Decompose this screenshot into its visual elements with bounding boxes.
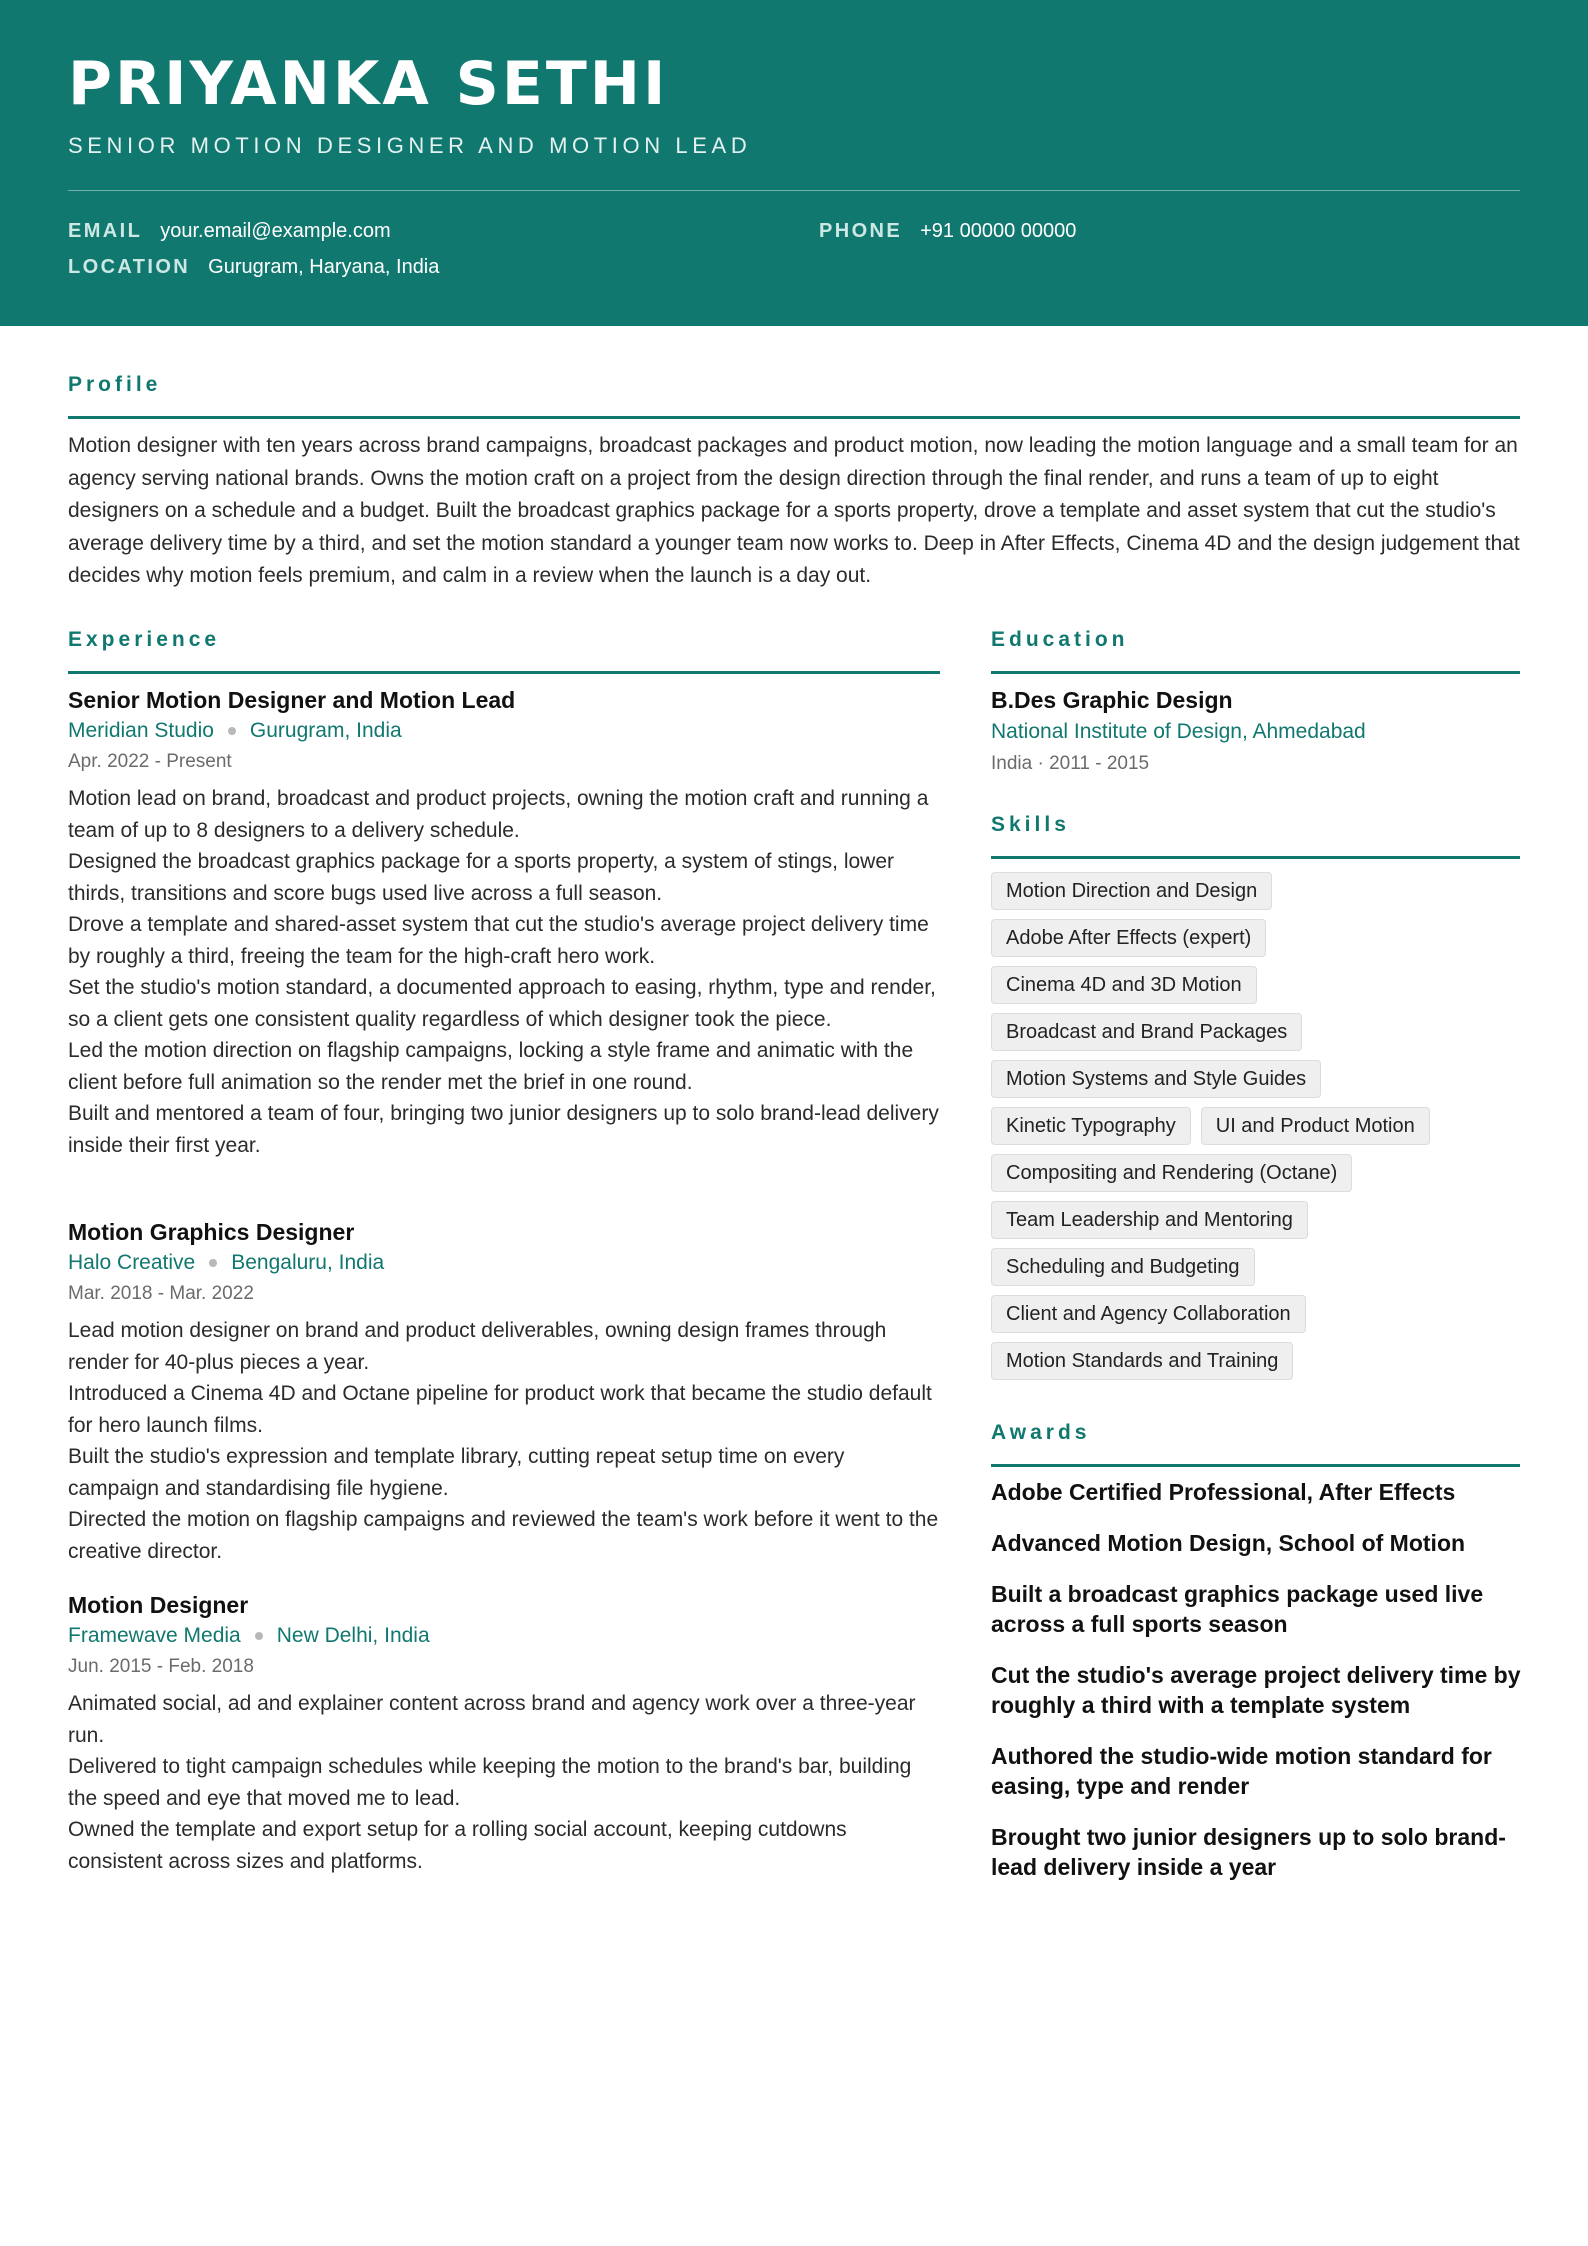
job-bullets [68,783,940,1161]
experience-heading [68,625,940,674]
candidate-tagline: SENIOR MOTION DESIGNER AND MOTION LEAD [68,133,752,158]
contact-phone [819,217,1076,245]
job-meta [68,715,940,747]
award-item: Authored the studio-wide motion standard for easing, type and render [991,1743,1492,1799]
skill-chip: Cinema 4D and 3D Motion [991,966,1257,1004]
job-title: Motion Designer [68,1592,249,1618]
separator-dot-icon [209,1259,217,1267]
skill-chip: Client and Agency Collaboration [991,1295,1306,1333]
job-dates: Jun. 2015 - Feb. 2018 [68,1656,254,1677]
skill-chip: Compositing and Rendering (Octane) [991,1154,1352,1192]
job-bullets [68,1315,940,1567]
job-title: Motion Graphics Designer [68,1219,355,1245]
job-title: Senior Motion Designer and Motion Lead [68,687,516,713]
award-item: Cut the studio's average project delivery time by roughly a third with a template system [991,1662,1521,1718]
location-label: LOCATION [68,256,191,278]
candidate-name: PRIYANKA SETHI [68,49,669,119]
awards-heading [991,1418,1520,1467]
resume-header [0,0,1588,326]
job-bullet: Built and mentored a team of four, bringing two junior designers up to solo brand-lead delivery inside their first year. [68,1102,939,1157]
skill-chip: Motion Systems and Style Guides [991,1060,1321,1098]
separator-dot-icon [228,727,236,735]
job-bullet: Owned the template and export setup for a rolling social account, keeping cutdowns consistent across sizes and platforms. [68,1818,847,1873]
job-bullet: Led the motion direction on flagship campaigns, locking a style frame and animatic with the client before full animation so the render met the brief in one round. [68,1039,914,1094]
skills-heading [991,810,1520,859]
job-bullet: Built the studio's expression and template library, cutting repeat setup time on every campaign and standardising file hygiene. [68,1445,845,1500]
job-bullet: Set the studio's motion standard, a documented approach to easing, rhythm, type and render, so a client gets one consistent quality regardless of which designer took the piece. [68,976,936,1031]
education-heading [991,625,1520,674]
job-entry [68,685,940,1161]
email-label: EMAIL [68,220,143,242]
job-bullet: Introduced a Cinema 4D and Octane pipeline for product work that became the studio default for hero launch films. [68,1382,932,1437]
job-company: Halo Creative [68,1251,196,1274]
skill-chip: Scheduling and Budgeting [991,1248,1255,1286]
job-bullet: Directed the motion on flagship campaigns and reviewed the team's work before it went to the creative director. [68,1508,939,1563]
location-value: Gurugram, Haryana, India [208,256,440,278]
skill-chip: UI and Product Motion [1201,1107,1430,1145]
education-school: National Institute of Design, Ahmedabad [991,720,1366,743]
job-bullet: Animated social, ad and explainer content across brand and agency work over a three-year run. [68,1692,916,1747]
job-dates: Mar. 2018 - Mar. 2022 [68,1283,254,1304]
job-bullet: Drove a template and shared-asset system that cut the studio's average project delivery time by roughly a third, freeing the team for the high-craft hero work. [68,913,929,968]
award-item: Adobe Certified Professional, After Effects [991,1479,1456,1505]
skill-chip: Adobe After Effects (expert) [991,919,1266,957]
skill-chip: Broadcast and Brand Packages [991,1013,1302,1051]
skill-chip: Motion Standards and Training [991,1342,1293,1380]
email-value[interactable]: your.email@example.com [160,220,391,242]
job-company: Meridian Studio [68,719,214,742]
job-dates: Apr. 2022 - Present [68,751,232,772]
skill-chip: Kinetic Typography [991,1107,1191,1145]
skill-chip: Team Leadership and Mentoring [991,1201,1308,1239]
job-location: New Delhi, India [276,1624,430,1647]
job-bullet: Motion lead on brand, broadcast and product projects, owning the motion craft and running a team of up to 8 designers to a delivery schedule. [68,787,929,842]
phone-value[interactable]: +91 00000 00000 [920,220,1077,242]
contact-email [68,217,391,245]
job-bullet: Designed the broadcast graphics package for a sports property, a system of stings, lower thirds, transitions and score bugs used live across a full season. [68,850,895,905]
job-bullet: Lead motion designer on brand and product deliverables, owning design frames through render for 40-plus pieces a year. [68,1319,887,1374]
education-degree: B.Des Graphic Design [991,687,1233,713]
award-item: Advanced Motion Design, School of Motion [991,1530,1466,1556]
award-item: Brought two junior designers up to solo brand-lead delivery inside a year [991,1824,1506,1880]
skills-list [991,872,1531,1389]
profile-summary: Motion designer with ten years across brand campaigns, broadcast packages and product motion, now leading the motion language and a small team for an agency serving national brands. Owns the motion craft on a project from the design direction through the final render, and runs a team of up to eight designers on a schedule and a budget. Built the broadcast graphics package for a sports property, drove a template and asset system that cut the studio's average delivery time by a third, and set the motion standard a younger team now works to. Deep in After Effects, Cinema 4D and the design judgement that decides why motion feels premium, and calm in a review when the launch is a day out. [68,434,1520,587]
job-meta [68,1620,940,1652]
job-location: Gurugram, India [249,719,402,742]
profile-heading [68,370,1520,419]
skill-chip: Motion Direction and Design [991,872,1272,910]
experience-heading-text: Experience [68,628,221,651]
phone-label: PHONE [819,220,903,242]
separator-dot-icon [255,1632,263,1640]
job-bullets [68,1688,940,1877]
job-entry [68,1590,940,1877]
award-item: Built a broadcast graphics package used live across a full sports season [991,1581,1484,1637]
skills-heading-text: Skills [991,813,1070,836]
profile-heading-text: Profile [68,373,162,396]
education-meta: India · 2011 - 2015 [991,753,1150,774]
job-location: Bengaluru, India [231,1251,385,1274]
job-bullet: Delivered to tight campaign schedules while keeping the motion to the brand's bar, building the speed and eye that moved me to lead. [68,1755,912,1810]
job-entry [68,1217,940,1567]
job-company: Framewave Media [68,1624,241,1647]
contact-location [68,253,439,281]
education-heading-text: Education [991,628,1129,651]
job-meta [68,1247,940,1279]
header-divider [68,190,1520,191]
awards-heading-text: Awards [991,1421,1091,1444]
awards-list [991,1477,1551,1903]
